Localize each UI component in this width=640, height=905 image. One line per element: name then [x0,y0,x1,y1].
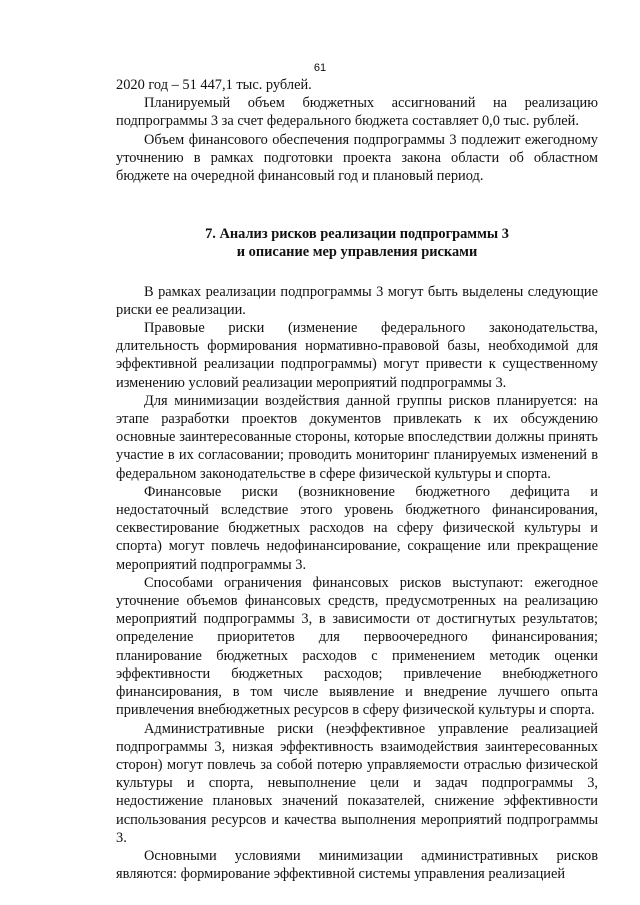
paragraph-financial-risks-mitigation: Способами ограничения финансовых рисков выступают: ежегодное уточнение объемов финансовых средств, предусмотренных на реализацию мероприятий подпрограммы 3, в зависимости от достигнутых результатов; определение приоритетов для первоочередного финансирования; планирование бюджетных расходов с применением методик оценки эффективности бюджетных расходов; привлечение внебюджетного финансирования, в том числе выявление и внедрение лучшего опыта привлечения внебюджетных ресурсов в сферу физической культуры и спорта. [116,574,598,719]
paragraph-financing-update: Объем финансового обеспечения подпрограммы 3 подлежит ежегодному уточнению в рамках подготовки проекта закона области об областном бюджете на очередной финансовый год и плановый период. [116,131,598,185]
paragraph-legal-risks-mitigation: Для минимизации воздействия данной группы рисков планируется: на этапе разработки проектов документов привлекать к их обсуждению основные заинтересованные стороны, которые впоследствии должны принять участие в их согласовании; проводить мониторинг планируемых изменений в федеральном законодательстве в сфере физической культуры и спорта. [116,392,598,482]
section-heading [116,225,598,261]
document-body [116,76,598,883]
paragraph-administrative-risks-mitigation: Основными условиями минимизации административных рисков являются: формирование эффективной системы управления реализацией [116,847,598,883]
section-heading-line-2: и описание мер управления рисками [236,244,478,261]
section-heading-line-1: 7. Анализ рисков реализации подпрограммы 3 [205,226,509,243]
paragraph-financial-risks: Финансовые риски (возникновение бюджетного дефицита и недостаточный вследствие этого уровень бюджетного финансирования, секвестирование бюджетных расходов на сферу физической культуры и спорта) могут повлечь недофинансирование, сокращение или прекращение мероприятий подпрограммы 3. [116,483,598,573]
paragraph-risks-intro: В рамках реализации подпрограммы 3 могут быть выделены следующие риски ее реализации. [116,283,598,318]
paragraph-legal-risks: Правовые риски (изменение федерального законодательства, длительность формирования нормативно-правовой базы, необходимой для эффективной реализации подпрограммы) могут привести к существенному изменению условий реализации мероприятий подпрограммы 3. [116,320,598,391]
paragraph-administrative-risks: Административные риски (неэффективное управление реализацией подпрограммы 3, низкая эффективность взаимодействия заинтересованных сторон) могут повлечь за собой потерю управляемости отраслью физической культуры и спорта, невыполнение цели и задач подпрограммы 3, недостижение плановых значений показателей, снижение эффективности использования ресурсов и качества выполнения мероприятий подпрограммы 3. [116,720,598,846]
paragraph-federal-budget: Планируемый объем бюджетных ассигнований на реализацию подпрограммы 3 за счет федерального бюджета составляет 0,0 тыс. рублей. [116,95,598,130]
paragraph-budget-2020: 2020 год – 51 447,1 тыс. рублей. [116,77,312,93]
page-number: 61 [313,62,327,74]
